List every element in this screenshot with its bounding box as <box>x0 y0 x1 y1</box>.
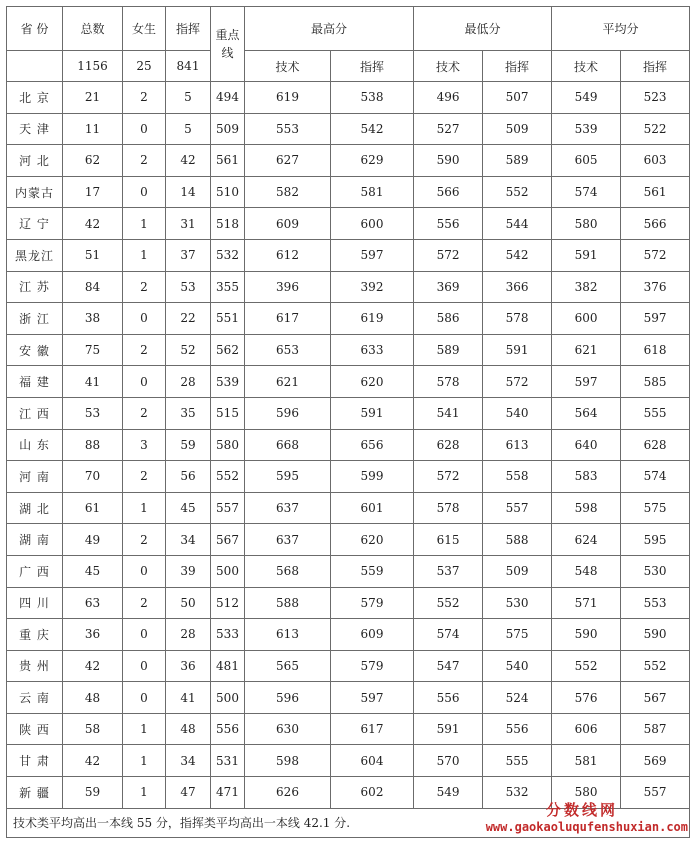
cell-command: 45 <box>166 492 211 524</box>
cell-province: 河 南 <box>7 461 63 493</box>
cell-keyline: 471 <box>211 777 245 809</box>
cell-max-tech: 588 <box>245 587 331 619</box>
header-max-score: 最高分 <box>245 7 414 51</box>
cell-command: 14 <box>166 176 211 208</box>
cell-command: 53 <box>166 271 211 303</box>
cell-keyline: 512 <box>211 587 245 619</box>
cell-max-tech: 621 <box>245 366 331 398</box>
cell-avg-tech: 564 <box>552 397 621 429</box>
cell-min-tech: 591 <box>414 713 483 745</box>
cell-total: 51 <box>63 239 123 271</box>
cell-min-tech: 541 <box>414 397 483 429</box>
cell-total: 36 <box>63 619 123 651</box>
cell-max-tech: 553 <box>245 113 331 145</box>
cell-min-tech: 628 <box>414 429 483 461</box>
table-row <box>7 555 690 587</box>
cell-avg-tech: 581 <box>552 745 621 777</box>
cell-command: 56 <box>166 461 211 493</box>
cell-avg-cmd: 572 <box>621 239 690 271</box>
cell-total: 21 <box>63 82 123 114</box>
cell-avg-cmd: 567 <box>621 682 690 714</box>
cell-min-cmd: 544 <box>483 208 552 240</box>
cell-province: 湖 南 <box>7 524 63 556</box>
cell-max-tech: 582 <box>245 176 331 208</box>
cell-avg-tech: 382 <box>552 271 621 303</box>
cell-total: 42 <box>63 208 123 240</box>
cell-min-tech: 566 <box>414 176 483 208</box>
cell-command: 34 <box>166 745 211 777</box>
cell-keyline: 532 <box>211 239 245 271</box>
cell-command: 59 <box>166 429 211 461</box>
cell-total: 38 <box>63 303 123 335</box>
table-row <box>7 334 690 366</box>
cell-min-cmd: 558 <box>483 461 552 493</box>
cell-avg-cmd: 530 <box>621 555 690 587</box>
cell-min-cmd: 591 <box>483 334 552 366</box>
header-min-score: 最低分 <box>414 7 552 51</box>
cell-min-tech: 572 <box>414 239 483 271</box>
cell-female: 0 <box>123 682 166 714</box>
cell-max-cmd: 619 <box>331 303 414 335</box>
cell-female: 1 <box>123 745 166 777</box>
cell-keyline: 533 <box>211 619 245 651</box>
table-row <box>7 113 690 145</box>
cell-female: 0 <box>123 619 166 651</box>
cell-command: 48 <box>166 713 211 745</box>
cell-max-tech: 653 <box>245 334 331 366</box>
cell-avg-cmd: 555 <box>621 397 690 429</box>
subheader-min-cmd: 指挥 <box>483 51 552 82</box>
cell-min-tech: 496 <box>414 82 483 114</box>
cell-avg-cmd: 376 <box>621 271 690 303</box>
cell-female: 2 <box>123 82 166 114</box>
cell-min-tech: 589 <box>414 334 483 366</box>
cell-female: 1 <box>123 713 166 745</box>
cell-max-cmd: 559 <box>331 555 414 587</box>
cell-keyline: 515 <box>211 397 245 429</box>
cell-min-cmd: 366 <box>483 271 552 303</box>
cell-max-tech: 609 <box>245 208 331 240</box>
cell-max-tech: 565 <box>245 650 331 682</box>
subheader-avg-cmd: 指挥 <box>621 51 690 82</box>
cell-keyline: 561 <box>211 145 245 177</box>
cell-female: 1 <box>123 208 166 240</box>
cell-min-tech: 556 <box>414 682 483 714</box>
cell-avg-tech: 580 <box>552 777 621 809</box>
cell-female: 2 <box>123 524 166 556</box>
cell-female: 2 <box>123 271 166 303</box>
cell-max-tech: 668 <box>245 429 331 461</box>
cell-province: 黑龙江 <box>7 239 63 271</box>
cell-female: 3 <box>123 429 166 461</box>
cell-keyline: 500 <box>211 682 245 714</box>
cell-max-tech: 627 <box>245 145 331 177</box>
cell-min-cmd: 589 <box>483 145 552 177</box>
watermark <box>438 801 688 837</box>
cell-avg-tech: 640 <box>552 429 621 461</box>
cell-avg-tech: 606 <box>552 713 621 745</box>
cell-female: 1 <box>123 239 166 271</box>
cell-avg-tech: 574 <box>552 176 621 208</box>
cell-min-cmd: 578 <box>483 303 552 335</box>
cell-avg-tech: 548 <box>552 555 621 587</box>
cell-avg-cmd: 574 <box>621 461 690 493</box>
table-row <box>7 524 690 556</box>
cell-province: 江 苏 <box>7 271 63 303</box>
table-row <box>7 397 690 429</box>
cell-max-tech: 626 <box>245 777 331 809</box>
cell-max-tech: 637 <box>245 524 331 556</box>
cell-total: 63 <box>63 587 123 619</box>
cell-province: 四 川 <box>7 587 63 619</box>
cell-province: 安 徽 <box>7 334 63 366</box>
cell-total: 62 <box>63 145 123 177</box>
cell-max-cmd: 579 <box>331 650 414 682</box>
cell-command: 50 <box>166 587 211 619</box>
cell-female: 2 <box>123 461 166 493</box>
cell-total: 58 <box>63 713 123 745</box>
cell-min-cmd: 552 <box>483 176 552 208</box>
cell-province: 陕 西 <box>7 713 63 745</box>
cell-avg-tech: 605 <box>552 145 621 177</box>
cell-min-tech: 574 <box>414 619 483 651</box>
cell-min-cmd: 509 <box>483 555 552 587</box>
table-row <box>7 271 690 303</box>
cell-province: 甘 肃 <box>7 745 63 777</box>
cell-avg-tech: 600 <box>552 303 621 335</box>
cell-min-cmd: 509 <box>483 113 552 145</box>
cell-command: 31 <box>166 208 211 240</box>
cell-total: 48 <box>63 682 123 714</box>
cell-min-tech: 572 <box>414 461 483 493</box>
cell-max-tech: 617 <box>245 303 331 335</box>
cell-max-tech: 619 <box>245 82 331 114</box>
cell-female: 1 <box>123 492 166 524</box>
cell-keyline: 557 <box>211 492 245 524</box>
cell-max-cmd: 629 <box>331 145 414 177</box>
cell-female: 0 <box>123 555 166 587</box>
cell-min-cmd: 540 <box>483 650 552 682</box>
table-row <box>7 461 690 493</box>
cell-max-cmd: 392 <box>331 271 414 303</box>
table-row <box>7 745 690 777</box>
cell-province: 贵 州 <box>7 650 63 682</box>
cell-command: 5 <box>166 113 211 145</box>
cell-command: 34 <box>166 524 211 556</box>
table-row <box>7 619 690 651</box>
cell-female: 2 <box>123 334 166 366</box>
cell-avg-tech: 624 <box>552 524 621 556</box>
cell-total: 84 <box>63 271 123 303</box>
cell-min-cmd: 524 <box>483 682 552 714</box>
cell-command: 35 <box>166 397 211 429</box>
cell-min-cmd: 572 <box>483 366 552 398</box>
watermark-title: 分数线网 <box>545 801 618 819</box>
table-body <box>7 82 690 809</box>
table-row <box>7 492 690 524</box>
table-row <box>7 682 690 714</box>
cell-avg-tech: 597 <box>552 366 621 398</box>
cell-avg-tech: 539 <box>552 113 621 145</box>
cell-total: 53 <box>63 397 123 429</box>
cell-min-tech: 369 <box>414 271 483 303</box>
cell-keyline: 518 <box>211 208 245 240</box>
cell-avg-cmd: 575 <box>621 492 690 524</box>
cell-female: 2 <box>123 145 166 177</box>
cell-min-cmd: 557 <box>483 492 552 524</box>
cell-min-cmd: 588 <box>483 524 552 556</box>
cell-command: 39 <box>166 555 211 587</box>
cell-min-tech: 549 <box>414 777 483 809</box>
cell-avg-tech: 571 <box>552 587 621 619</box>
cell-province: 福 建 <box>7 366 63 398</box>
table-row <box>7 650 690 682</box>
cell-max-cmd: 600 <box>331 208 414 240</box>
cell-max-cmd: 538 <box>331 82 414 114</box>
header-avg-score: 平均分 <box>552 7 690 51</box>
cell-min-cmd: 556 <box>483 713 552 745</box>
cell-min-cmd: 540 <box>483 397 552 429</box>
cell-female: 0 <box>123 303 166 335</box>
cell-avg-cmd: 587 <box>621 713 690 745</box>
cell-max-tech: 396 <box>245 271 331 303</box>
cell-keyline: 551 <box>211 303 245 335</box>
cell-province: 内蒙古 <box>7 176 63 208</box>
cell-total: 59 <box>63 777 123 809</box>
cell-province: 山 东 <box>7 429 63 461</box>
cell-max-cmd: 604 <box>331 745 414 777</box>
table-row <box>7 587 690 619</box>
table-row <box>7 145 690 177</box>
cell-max-tech: 613 <box>245 619 331 651</box>
cell-max-cmd: 601 <box>331 492 414 524</box>
cell-command: 36 <box>166 650 211 682</box>
cell-avg-cmd: 595 <box>621 524 690 556</box>
cell-total: 42 <box>63 745 123 777</box>
cell-min-tech: 586 <box>414 303 483 335</box>
cell-max-cmd: 591 <box>331 397 414 429</box>
cell-command: 5 <box>166 82 211 114</box>
cell-keyline: 509 <box>211 113 245 145</box>
cell-keyline: 355 <box>211 271 245 303</box>
watermark-url: www.gaokaoluqufenshuxian.com <box>485 820 688 834</box>
cell-max-cmd: 542 <box>331 113 414 145</box>
cell-total: 75 <box>63 334 123 366</box>
cell-avg-cmd: 603 <box>621 145 690 177</box>
cell-avg-cmd: 590 <box>621 619 690 651</box>
cell-keyline: 481 <box>211 650 245 682</box>
cell-min-cmd: 532 <box>483 777 552 809</box>
cell-avg-cmd: 552 <box>621 650 690 682</box>
cell-command: 22 <box>166 303 211 335</box>
cell-province: 重 庆 <box>7 619 63 651</box>
cell-female: 2 <box>123 397 166 429</box>
cell-min-tech: 537 <box>414 555 483 587</box>
cell-avg-tech: 598 <box>552 492 621 524</box>
header-total: 总数 <box>63 7 123 51</box>
cell-avg-tech: 590 <box>552 619 621 651</box>
cell-min-tech: 590 <box>414 145 483 177</box>
cell-command: 28 <box>166 366 211 398</box>
table-row <box>7 366 690 398</box>
cell-min-tech: 556 <box>414 208 483 240</box>
cell-min-cmd: 555 <box>483 745 552 777</box>
cell-total: 42 <box>63 650 123 682</box>
cell-total: 49 <box>63 524 123 556</box>
cell-avg-cmd: 523 <box>621 82 690 114</box>
table-row <box>7 429 690 461</box>
cell-avg-tech: 621 <box>552 334 621 366</box>
cell-avg-cmd: 569 <box>621 745 690 777</box>
cell-command: 47 <box>166 777 211 809</box>
cell-max-cmd: 602 <box>331 777 414 809</box>
header-blank <box>7 51 63 82</box>
cell-min-tech: 578 <box>414 492 483 524</box>
cell-max-tech: 598 <box>245 745 331 777</box>
header-province: 省 份 <box>7 7 63 51</box>
cell-min-tech: 578 <box>414 366 483 398</box>
cell-avg-tech: 552 <box>552 650 621 682</box>
cell-avg-tech: 583 <box>552 461 621 493</box>
cell-command: 41 <box>166 682 211 714</box>
cell-max-tech: 596 <box>245 397 331 429</box>
cell-min-tech: 570 <box>414 745 483 777</box>
cell-max-tech: 568 <box>245 555 331 587</box>
cell-avg-cmd: 597 <box>621 303 690 335</box>
cell-province: 河 北 <box>7 145 63 177</box>
cell-min-tech: 547 <box>414 650 483 682</box>
cell-min-tech: 615 <box>414 524 483 556</box>
cell-keyline: 552 <box>211 461 245 493</box>
cell-min-cmd: 613 <box>483 429 552 461</box>
cell-command: 52 <box>166 334 211 366</box>
total-count: 1156 <box>63 51 123 82</box>
cell-province: 新 疆 <box>7 777 63 809</box>
cell-keyline: 510 <box>211 176 245 208</box>
header-female: 女生 <box>123 7 166 51</box>
cell-max-tech: 595 <box>245 461 331 493</box>
cell-total: 45 <box>63 555 123 587</box>
cell-province: 天 津 <box>7 113 63 145</box>
cell-max-cmd: 656 <box>331 429 414 461</box>
table-row <box>7 176 690 208</box>
cell-keyline: 500 <box>211 555 245 587</box>
cell-avg-cmd: 557 <box>621 777 690 809</box>
cell-max-cmd: 620 <box>331 366 414 398</box>
score-table <box>6 6 690 838</box>
cell-keyline: 539 <box>211 366 245 398</box>
cell-avg-cmd: 522 <box>621 113 690 145</box>
cell-min-tech: 552 <box>414 587 483 619</box>
cell-command: 28 <box>166 619 211 651</box>
cell-max-cmd: 633 <box>331 334 414 366</box>
table-row <box>7 713 690 745</box>
cell-total: 17 <box>63 176 123 208</box>
cell-min-tech: 527 <box>414 113 483 145</box>
header-command: 指挥 <box>166 7 211 51</box>
cell-province: 北 京 <box>7 82 63 114</box>
cell-female: 0 <box>123 113 166 145</box>
cell-keyline: 556 <box>211 713 245 745</box>
cell-max-cmd: 579 <box>331 587 414 619</box>
cell-total: 41 <box>63 366 123 398</box>
cell-max-tech: 596 <box>245 682 331 714</box>
cell-max-tech: 612 <box>245 239 331 271</box>
cell-female: 0 <box>123 650 166 682</box>
cell-max-cmd: 597 <box>331 239 414 271</box>
cell-max-cmd: 609 <box>331 619 414 651</box>
cell-province: 湖 北 <box>7 492 63 524</box>
cell-min-cmd: 507 <box>483 82 552 114</box>
cell-keyline: 531 <box>211 745 245 777</box>
cell-total: 70 <box>63 461 123 493</box>
cell-keyline: 494 <box>211 82 245 114</box>
footnote: 技术类平均高出一本线 55 分，指挥类平均高出一本线 42.1 分. <box>7 808 690 837</box>
cell-female: 2 <box>123 587 166 619</box>
cell-avg-tech: 549 <box>552 82 621 114</box>
table-row <box>7 82 690 114</box>
cell-avg-cmd: 561 <box>621 176 690 208</box>
table-row <box>7 239 690 271</box>
cell-total: 88 <box>63 429 123 461</box>
cell-avg-cmd: 585 <box>621 366 690 398</box>
cell-max-cmd: 581 <box>331 176 414 208</box>
cell-min-cmd: 542 <box>483 239 552 271</box>
cell-avg-cmd: 553 <box>621 587 690 619</box>
cell-avg-cmd: 566 <box>621 208 690 240</box>
cell-avg-cmd: 618 <box>621 334 690 366</box>
subheader-avg-tech: 技术 <box>552 51 621 82</box>
cell-total: 61 <box>63 492 123 524</box>
cell-avg-cmd: 628 <box>621 429 690 461</box>
cell-province: 辽 宁 <box>7 208 63 240</box>
subheader-max-cmd: 指挥 <box>331 51 414 82</box>
cell-min-cmd: 575 <box>483 619 552 651</box>
cell-province: 广 西 <box>7 555 63 587</box>
cell-command: 37 <box>166 239 211 271</box>
cell-total: 11 <box>63 113 123 145</box>
cell-province: 浙 江 <box>7 303 63 335</box>
total-command: 841 <box>166 51 211 82</box>
cell-avg-tech: 580 <box>552 208 621 240</box>
cell-province: 云 南 <box>7 682 63 714</box>
header-keyline: 重点线 <box>211 7 245 82</box>
cell-avg-tech: 576 <box>552 682 621 714</box>
cell-keyline: 567 <box>211 524 245 556</box>
cell-keyline: 580 <box>211 429 245 461</box>
cell-max-cmd: 617 <box>331 713 414 745</box>
cell-female: 0 <box>123 176 166 208</box>
total-female: 25 <box>123 51 166 82</box>
table-row <box>7 303 690 335</box>
cell-max-cmd: 620 <box>331 524 414 556</box>
cell-command: 42 <box>166 145 211 177</box>
cell-min-cmd: 530 <box>483 587 552 619</box>
cell-avg-tech: 591 <box>552 239 621 271</box>
table-row <box>7 208 690 240</box>
subheader-min-tech: 技术 <box>414 51 483 82</box>
cell-keyline: 562 <box>211 334 245 366</box>
cell-female: 1 <box>123 777 166 809</box>
subheader-max-tech: 技术 <box>245 51 331 82</box>
cell-max-cmd: 599 <box>331 461 414 493</box>
cell-province: 江 西 <box>7 397 63 429</box>
cell-max-tech: 637 <box>245 492 331 524</box>
cell-max-tech: 630 <box>245 713 331 745</box>
cell-max-cmd: 597 <box>331 682 414 714</box>
cell-female: 0 <box>123 366 166 398</box>
